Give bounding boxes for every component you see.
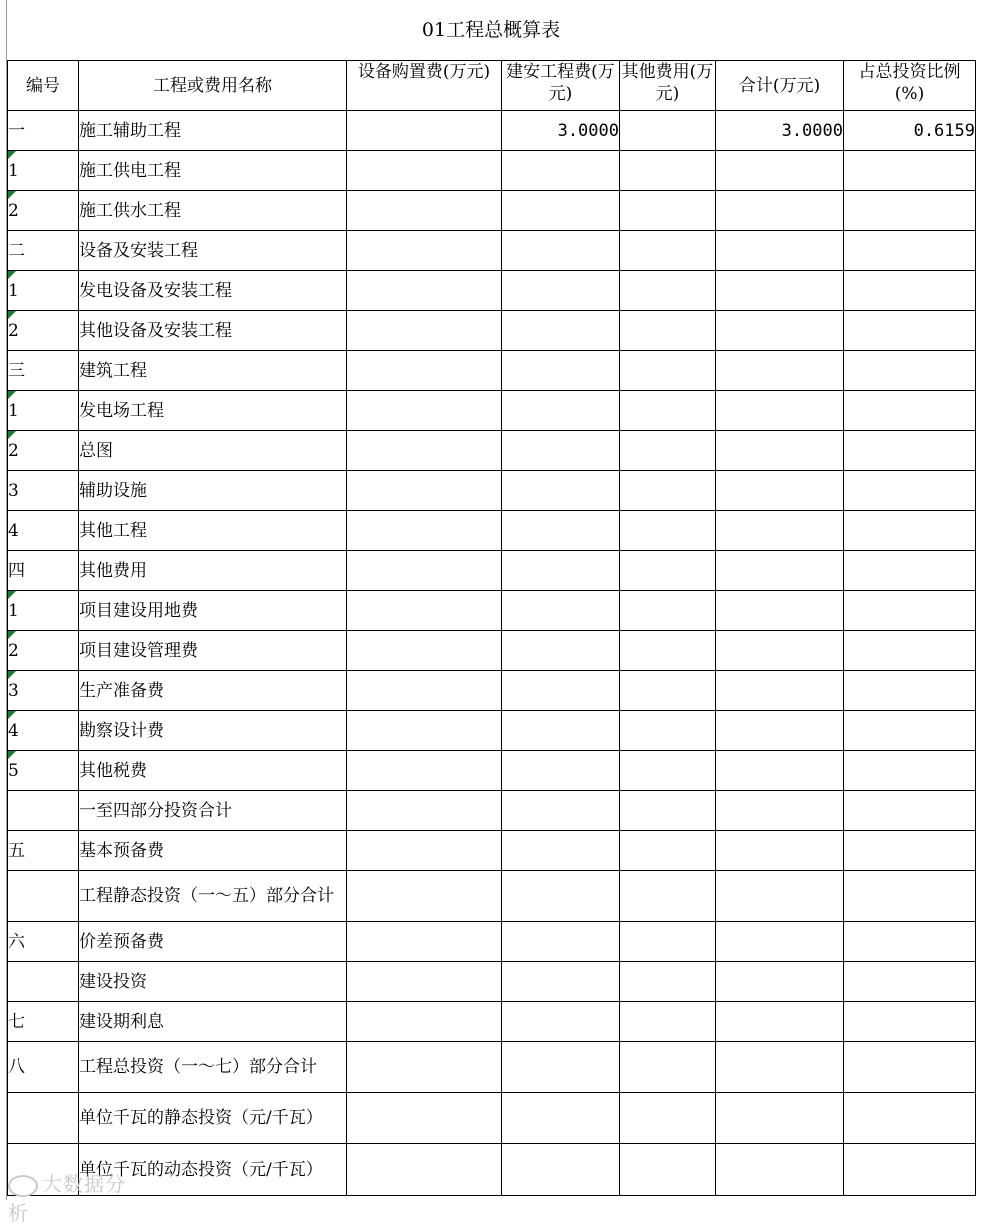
cell-no[interactable] [8,271,79,311]
cell-no-text: 1 [8,280,19,301]
cell-name-text: 施工供水工程 [79,200,181,221]
cell-total[interactable] [716,591,844,631]
cell-no-text: 1 [8,160,19,181]
table-row [8,922,976,962]
cell-build[interactable] [502,671,620,711]
comment-marker-icon [8,191,16,199]
cell-equip[interactable] [347,1093,502,1144]
cell-build[interactable] [502,431,620,471]
cell-no[interactable] [8,711,79,751]
table-row [8,351,976,391]
cell-ratio-text: 0.6159 [913,120,975,141]
cell-no[interactable] [8,791,79,831]
cell-name[interactable] [79,922,347,962]
cell-equip[interactable] [347,191,502,231]
cell-no[interactable] [8,191,79,231]
cell-total[interactable] [716,671,844,711]
cell-build[interactable] [502,551,620,591]
cell-no[interactable] [8,631,79,671]
cell-ratio[interactable] [844,791,976,831]
cell-no[interactable] [8,111,79,151]
cell-name[interactable] [79,1042,347,1093]
cell-name-text: 其他工程 [79,520,147,541]
comment-marker-icon [8,591,16,599]
cell-total[interactable] [716,191,844,231]
cell-total[interactable] [716,311,844,351]
header-equip[interactable]: 设备购置费(万元) [347,61,502,111]
cell-other[interactable] [620,1042,716,1093]
cell-no[interactable] [8,831,79,871]
cell-name[interactable] [79,191,347,231]
cell-other[interactable] [620,962,716,1002]
cell-build[interactable] [502,1144,620,1196]
cell-ratio[interactable] [844,831,976,871]
table-row [8,311,976,351]
cell-other[interactable] [620,391,716,431]
header-row [8,61,976,111]
cell-equip[interactable] [347,351,502,391]
cell-ratio[interactable] [844,271,976,311]
cell-ratio[interactable] [844,591,976,631]
cell-name-text: 施工供电工程 [79,160,181,181]
table-row [8,631,976,671]
cell-build-text: 3.0000 [557,120,619,141]
cell-equip[interactable] [347,111,502,151]
cell-no-text: 1 [8,600,19,621]
budget-table [7,60,976,1196]
header-other[interactable]: 其他费用(万元) [620,61,716,111]
cell-total[interactable] [716,831,844,871]
cell-name-text: 单位千瓦的动态投资（元/千瓦） [79,1159,323,1180]
cell-ratio[interactable] [844,962,976,1002]
cell-no-text: 二 [8,240,25,261]
cell-total[interactable] [716,431,844,471]
cell-total[interactable] [716,271,844,311]
cell-other[interactable] [620,671,716,711]
table-row [8,271,976,311]
cell-name-text: 发电场工程 [79,400,164,421]
table-row [8,471,976,511]
comment-marker-icon [8,311,16,319]
cell-name-text: 工程总投资（一～七）部分合计 [79,1057,317,1077]
cell-no[interactable] [8,551,79,591]
cell-equip[interactable] [347,962,502,1002]
cell-build[interactable] [502,391,620,431]
cell-no[interactable] [8,871,79,922]
table-row [8,1144,976,1196]
header-name[interactable]: 工程或费用名称 [79,61,347,111]
cell-build[interactable] [502,922,620,962]
cell-equip[interactable] [347,711,502,751]
cell-name-text: 其他税费 [79,760,147,781]
cell-equip[interactable] [347,311,502,351]
cell-total[interactable] [716,962,844,1002]
cell-total[interactable] [716,231,844,271]
table-row [8,1002,976,1042]
cell-build[interactable] [502,791,620,831]
header-total[interactable]: 合计(万元) [716,61,844,111]
cell-name[interactable] [79,351,347,391]
cell-name-text: 一至四部分投资合计 [79,800,232,821]
cell-name-text: 工程静态投资（一～五）部分合计 [79,886,334,906]
cell-name[interactable] [79,471,347,511]
cell-name[interactable] [79,311,347,351]
cell-equip[interactable] [347,1144,502,1196]
cell-name-text: 建设投资 [79,971,147,992]
cell-total[interactable] [716,511,844,551]
comment-marker-icon [8,631,16,639]
table-row [8,871,976,922]
table-body [8,111,976,1196]
cell-name-text: 设备及安装工程 [79,240,198,261]
cell-total[interactable] [716,1002,844,1042]
cell-total[interactable] [716,391,844,431]
cell-name-text: 其他费用 [79,560,147,581]
cell-equip[interactable] [347,551,502,591]
cell-no-text: 八 [8,1057,25,1077]
cell-no-text: 3 [8,480,19,501]
cell-name[interactable] [79,631,347,671]
cell-other[interactable] [620,871,716,922]
cell-ratio[interactable] [844,151,976,191]
table-row [8,231,976,271]
table-row [8,591,976,631]
cell-equip[interactable] [347,631,502,671]
cell-ratio[interactable] [844,1144,976,1196]
cell-equip[interactable] [347,391,502,431]
table-row [8,391,976,431]
cell-ratio[interactable] [844,922,976,962]
table-row [8,111,976,151]
cell-name[interactable] [79,111,347,151]
cell-name[interactable] [79,231,347,271]
cell-other[interactable] [620,1144,716,1196]
cell-no[interactable] [8,591,79,631]
cell-no[interactable] [8,431,79,471]
cell-build[interactable] [502,471,620,511]
comment-marker-icon [8,391,16,399]
cell-build[interactable] [502,1093,620,1144]
cell-build[interactable] [502,831,620,871]
cell-other[interactable] [620,151,716,191]
cell-no-text: 一 [8,120,25,141]
cell-no-text: 3 [8,680,19,701]
cell-build[interactable] [502,351,620,391]
cell-other[interactable] [620,791,716,831]
cell-other[interactable] [620,511,716,551]
cell-ratio[interactable] [844,191,976,231]
cell-other[interactable] [620,471,716,511]
cell-other[interactable] [620,831,716,871]
cell-no[interactable] [8,231,79,271]
cell-equip[interactable] [347,511,502,551]
cell-build[interactable] [502,311,620,351]
cell-total[interactable] [716,711,844,751]
cell-ratio[interactable] [844,431,976,471]
cell-name[interactable] [79,271,347,311]
cell-no[interactable] [8,391,79,431]
cell-total[interactable] [716,751,844,791]
cell-total[interactable] [716,1042,844,1093]
cell-total-text: 3.0000 [781,120,843,141]
cell-name-text: 项目建设管理费 [79,640,198,661]
cell-ratio[interactable] [844,511,976,551]
cell-equip[interactable] [347,922,502,962]
cell-total[interactable] [716,791,844,831]
cell-equip[interactable] [347,751,502,791]
cell-build[interactable] [502,1042,620,1093]
cell-other[interactable] [620,1093,716,1144]
cell-ratio[interactable] [844,351,976,391]
comment-marker-icon [8,271,16,279]
cell-name-text: 单位千瓦的静态投资（元/千瓦） [79,1108,323,1128]
cell-ratio[interactable] [844,551,976,591]
cell-equip[interactable] [347,871,502,922]
cell-name[interactable] [79,151,347,191]
cell-equip[interactable] [347,271,502,311]
table-row [8,791,976,831]
cell-build[interactable] [502,962,620,1002]
table-row [8,551,976,591]
cell-equip[interactable] [347,231,502,271]
cell-no-text: 三 [8,360,25,381]
cell-name-text: 建设期利息 [79,1011,164,1032]
cell-equip[interactable] [347,431,502,471]
cell-total[interactable] [716,471,844,511]
comment-marker-icon [8,751,16,759]
table-row [8,962,976,1002]
cell-ratio[interactable] [844,671,976,711]
cell-other[interactable] [620,271,716,311]
cell-ratio[interactable] [844,871,976,922]
table-row [8,671,976,711]
cell-equip[interactable] [347,1042,502,1093]
cell-no-text: 六 [8,931,25,952]
table-row [8,711,976,751]
cell-name-text: 基本预备费 [79,840,164,861]
cell-no[interactable] [8,922,79,962]
watermark [8,1168,138,1225]
cell-build[interactable] [502,271,620,311]
cell-ratio[interactable] [844,631,976,671]
cell-other[interactable] [620,922,716,962]
header-build[interactable]: 建安工程费(万元) [502,61,620,111]
cell-other[interactable] [620,551,716,591]
cell-ratio[interactable] [844,751,976,791]
header-ratio[interactable]: 占总投资比例(%) [844,61,976,111]
table-row [8,1093,976,1144]
cell-other[interactable] [620,711,716,751]
comment-marker-icon [8,711,16,719]
table-row [8,1042,976,1093]
cell-build[interactable] [502,231,620,271]
cell-name[interactable] [79,962,347,1002]
cell-no[interactable] [8,151,79,191]
cell-build[interactable] [502,191,620,231]
cell-no-text: 七 [8,1011,25,1032]
cell-no-text: 2 [8,640,19,661]
table-row [8,511,976,551]
cell-total[interactable] [716,631,844,671]
cell-no[interactable] [8,1002,79,1042]
cell-build[interactable] [502,631,620,671]
cell-equip[interactable] [347,151,502,191]
table-row [8,751,976,791]
cell-no-text: 五 [8,840,25,861]
comment-marker-icon [8,671,16,679]
cell-total[interactable] [716,1093,844,1144]
cell-name-text: 发电设备及安装工程 [79,280,232,301]
cell-no[interactable] [8,471,79,511]
cell-no-text: 5 [8,760,19,781]
cell-no-text: 2 [8,440,19,461]
cell-total[interactable] [716,551,844,591]
cell-name[interactable] [79,1002,347,1042]
cell-build[interactable] [502,751,620,791]
cell-other[interactable] [620,751,716,791]
cell-no[interactable] [8,962,79,1002]
cell-build[interactable] [502,151,620,191]
cell-name[interactable] [79,391,347,431]
cell-other[interactable] [620,351,716,391]
cell-total[interactable] [716,871,844,922]
cell-ratio[interactable] [844,111,976,151]
cell-no-text: 4 [8,720,19,741]
cell-ratio[interactable] [844,1002,976,1042]
cell-name[interactable] [79,751,347,791]
cell-name[interactable] [79,1093,347,1144]
cell-name-text: 生产准备费 [79,680,164,701]
cell-name[interactable] [79,551,347,591]
cell-other[interactable] [620,191,716,231]
table-row [8,151,976,191]
cell-other[interactable] [620,111,716,151]
cell-name[interactable] [79,871,347,922]
cell-name[interactable] [79,711,347,751]
cell-name[interactable] [79,671,347,711]
cell-name[interactable] [79,831,347,871]
cell-other[interactable] [620,431,716,471]
cell-build[interactable] [502,1002,620,1042]
cell-no[interactable] [8,351,79,391]
cell-build[interactable] [502,591,620,631]
cell-name-text: 价差预备费 [79,931,164,952]
cell-ratio[interactable] [844,1042,976,1093]
cell-no-text: 2 [8,320,19,341]
cell-name[interactable] [79,591,347,631]
cell-no-text: 4 [8,520,19,541]
cell-ratio[interactable] [844,471,976,511]
cell-total[interactable] [716,151,844,191]
cell-no[interactable] [8,671,79,711]
cell-name-text: 辅助设施 [79,480,147,501]
cell-build[interactable] [502,511,620,551]
table-row [8,431,976,471]
cell-equip[interactable] [347,671,502,711]
cell-build[interactable] [502,871,620,922]
cell-build[interactable] [502,111,620,151]
cell-ratio[interactable] [844,391,976,431]
cell-other[interactable] [620,1002,716,1042]
watermark-text: 大数据分析 [8,1172,126,1225]
cell-name-text: 施工辅助工程 [79,120,181,141]
cell-equip[interactable] [347,1002,502,1042]
cell-total[interactable] [716,351,844,391]
cell-no[interactable] [8,751,79,791]
cell-ratio[interactable] [844,711,976,751]
cell-name-text: 总图 [79,440,113,461]
cell-no-text: 2 [8,200,19,221]
cell-other[interactable] [620,591,716,631]
cell-name-text: 建筑工程 [79,360,147,381]
cell-other[interactable] [620,631,716,671]
sheet-title: 01工程总概算表 [421,19,561,41]
watermark-logo-icon [8,1175,38,1197]
cell-name-text: 勘察设计费 [79,720,164,741]
cell-no-text: 四 [8,560,25,581]
cell-equip[interactable] [347,791,502,831]
cell-no[interactable] [8,1093,79,1144]
table-row [8,191,976,231]
cell-no[interactable] [8,1042,79,1093]
header-no[interactable]: 编号 [8,61,79,111]
cell-total[interactable] [716,922,844,962]
cell-total[interactable] [716,1144,844,1196]
cell-name-text: 其他设备及安装工程 [79,320,232,341]
cell-other[interactable] [620,231,716,271]
cell-no[interactable] [8,311,79,351]
cell-ratio[interactable] [844,1093,976,1144]
cell-equip[interactable] [347,471,502,511]
cell-name-text: 项目建设用地费 [79,600,198,621]
cell-other[interactable] [620,311,716,351]
cell-equip[interactable] [347,591,502,631]
table-row [8,831,976,871]
cell-equip[interactable] [347,831,502,871]
cell-name[interactable] [79,431,347,471]
cell-ratio[interactable] [844,311,976,351]
cell-no[interactable] [8,511,79,551]
cell-name[interactable] [79,791,347,831]
cell-build[interactable] [502,711,620,751]
comment-marker-icon [8,151,16,159]
cell-no-text: 1 [8,400,19,421]
cell-total[interactable] [716,111,844,151]
cell-name[interactable] [79,511,347,551]
cell-ratio[interactable] [844,231,976,271]
comment-marker-icon [8,431,16,439]
